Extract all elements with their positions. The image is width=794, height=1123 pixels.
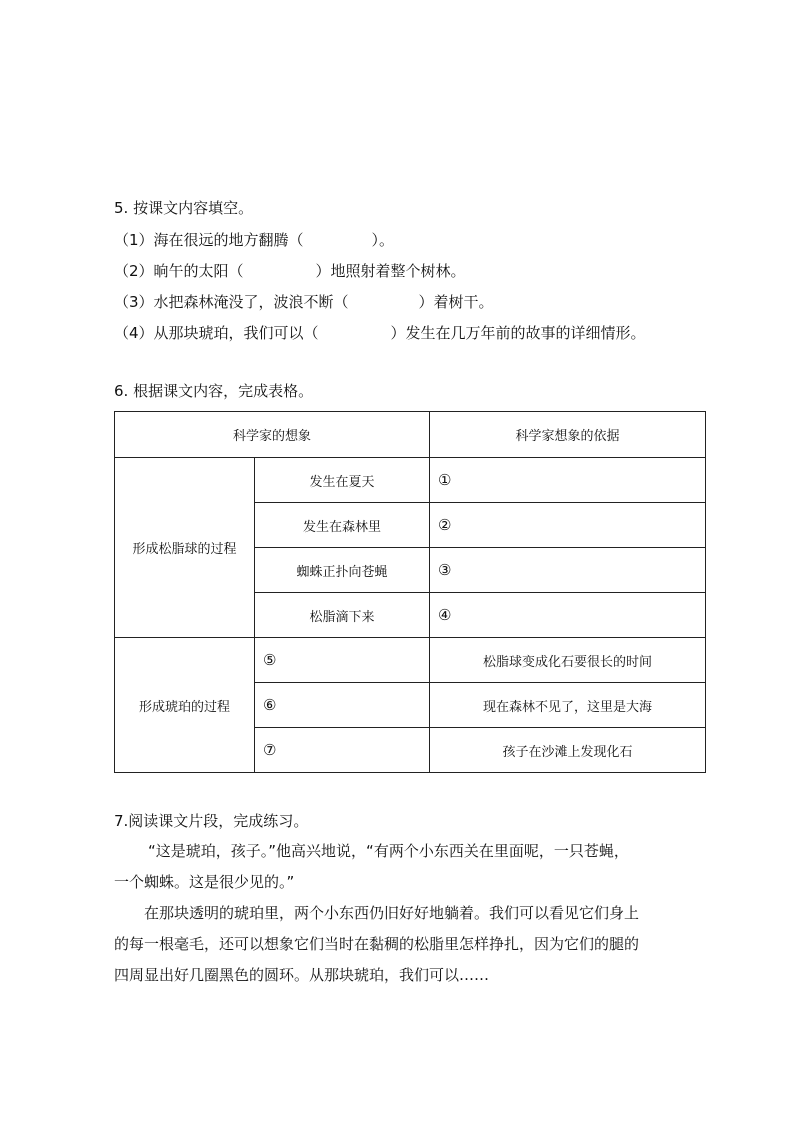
q6-title: 6. 根据课文内容，完成表格。: [114, 382, 314, 400]
group2-label: 形成琥珀的过程: [115, 638, 255, 773]
group1-imagine-3: 蜘蛛正扑向苍蝇: [255, 548, 430, 593]
q7-passage: [114, 836, 700, 991]
passage-line: 四周显出好几圈黑色的圆环。从那块琥珀，我们可以……: [114, 966, 490, 984]
q5-item-1: [114, 230, 394, 250]
header-imagine: 科学家的想象: [115, 412, 430, 458]
passage-line: 一个蜘蛛。这是很少见的。”: [114, 873, 295, 891]
q5-item-3-before: （3）水把森林淹没了，波浪不断（: [114, 293, 349, 311]
group1-imagine-1: 发生在夏天: [255, 458, 430, 503]
q5-item-3-after: ）着树干。: [418, 293, 494, 311]
passage-line: “这是琥珀，孩子。”他高兴地说，“有两个小东西关在里面呢，一只苍蝇，: [148, 842, 629, 860]
table-row: [115, 458, 706, 503]
group1-basis-1[interactable]: ①: [430, 458, 706, 503]
q5-item-4: [114, 323, 646, 343]
group2-imagine-5[interactable]: ⑤: [255, 638, 430, 683]
group1-imagine-2: 发生在森林里: [255, 503, 430, 548]
table-header-row: [115, 412, 706, 458]
group2-basis-6: 现在森林不见了，这里是大海: [430, 683, 706, 728]
group2-imagine-7[interactable]: ⑦: [255, 728, 430, 773]
q5-item-4-before: （4）从那块琥珀，我们可以（: [114, 324, 319, 342]
q5-item-3: [114, 292, 494, 312]
passage-line: 的每一根毫毛，还可以想象它们当时在黏稠的松脂里怎样挣扎，因为它们的腿的: [114, 935, 640, 953]
group2-basis-5: 松脂球变成化石要很长的时间: [430, 638, 706, 683]
table-row: [115, 638, 706, 683]
group1-basis-4[interactable]: ④: [430, 593, 706, 638]
group1-basis-2[interactable]: ②: [430, 503, 706, 548]
q5-item-1-before: （1）海在很远的地方翻腾（: [114, 231, 304, 249]
q7-title: 7.阅读课文片段，完成练习。: [114, 812, 309, 830]
q5-item-1-after: ）。: [371, 231, 395, 249]
q5-item-4-after: ）发生在几万年前的故事的详细情形。: [390, 324, 646, 342]
q5-item-2: [114, 261, 466, 281]
group1-imagine-4: 松脂滴下来: [255, 593, 430, 638]
group1-basis-3[interactable]: ③: [430, 548, 706, 593]
group1-label: 形成松脂球的过程: [115, 458, 255, 638]
q5-item-2-before: （2）晌午的太阳（: [114, 262, 244, 280]
q6-table: [114, 411, 706, 773]
passage-line: 在那块透明的琥珀里，两个小东西仍旧好好地躺着。我们可以看见它们身上: [144, 904, 640, 922]
q5-title: 5. 按课文内容填空。: [114, 199, 254, 217]
header-basis: 科学家想象的依据: [430, 412, 706, 458]
group2-basis-7: 孩子在沙滩上发现化石: [430, 728, 706, 773]
q5-item-2-after: ）地照射着整个树林。: [315, 262, 466, 280]
group2-imagine-6[interactable]: ⑥: [255, 683, 430, 728]
